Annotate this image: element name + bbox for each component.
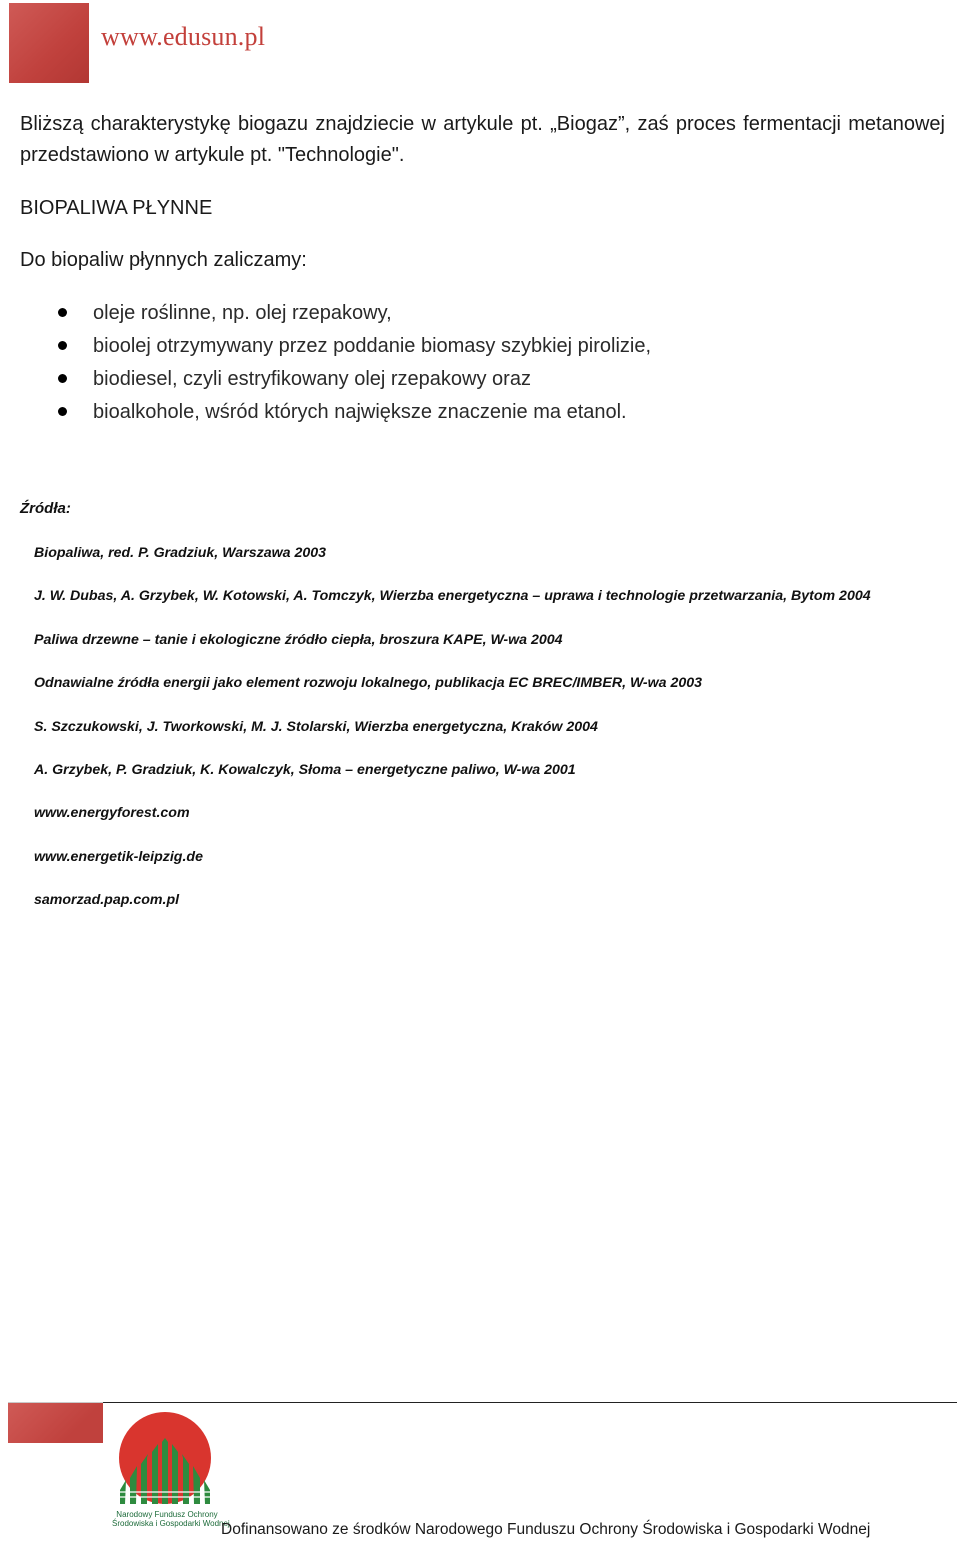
bullet-icon — [58, 407, 67, 416]
list-item-text: oleje roślinne, np. olej rzepakowy, — [93, 302, 392, 324]
header-accent-block — [9, 3, 89, 83]
list-item — [0, 298, 960, 331]
list-item — [0, 397, 960, 430]
section-title: BIOPALIWA PŁYNNE — [20, 197, 213, 219]
list-item-text: bioalkohole, wśród których największe znaczenie ma etanol. — [93, 401, 627, 423]
bullet-icon — [58, 308, 67, 317]
sources-heading: Źródła: — [20, 500, 71, 517]
source-item: J. W. Dubas, A. Grzybek, W. Kotowski, A. Tomczyk, Wierzba energetyczna – uprawa i technologie przetwarzania, Bytom 2004 — [34, 588, 871, 605]
source-item: A. Grzybek, P. Gradziuk, K. Kowalczyk, Słoma – energetyczne paliwo, W-wa 2001 — [34, 761, 576, 778]
nfosigw-logo — [112, 1408, 218, 1506]
source-link[interactable]: www.energyforest.com — [34, 805, 190, 822]
source-item: Biopaliwa, red. P. Gradziuk, Warszawa 2003 — [34, 545, 327, 561]
source-item: Odnawialne źródła energii jako element rozwoju lokalnego, publikacja EC BREC/IMBER, W-wa 2003 — [34, 675, 703, 692]
sources-list — [34, 543, 871, 934]
list-item — [0, 331, 960, 364]
footer-accent-block — [8, 1403, 103, 1443]
bullet-icon — [58, 374, 67, 383]
site-title[interactable]: www.edusun.pl — [101, 22, 266, 51]
list-lead: Do biopaliw płynnych zaliczamy: — [20, 249, 307, 271]
source-item: S. Szczukowski, J. Tworkowski, M. J. Stolarski, Wierzba energetyczna, Kraków 2004 — [34, 718, 598, 735]
source-link[interactable]: samorzad.pap.com.pl — [34, 892, 180, 909]
source-item: Paliwa drzewne – tanie i ekologiczne źródło ciepła, broszura KAPE, W-wa 2004 — [34, 631, 563, 648]
footer-divider — [103, 1402, 957, 1403]
intro-paragraph: Bliższą charakterystykę biogazu znajdziecie w artykule pt. „Biogaz”, zaś proces fermentacji metanowej przedstawiono w artykule pt. "Technologie". — [20, 113, 945, 166]
bullet-icon — [58, 341, 67, 350]
biofuel-list — [0, 298, 960, 430]
source-link[interactable]: www.energetik-leipzig.de — [34, 848, 203, 865]
list-item-text: biodiesel, czyli estryfikowany olej rzepakowy oraz — [93, 368, 531, 390]
logo-caption: Środowiska i Gospodarki Wodnej — [112, 1519, 230, 1528]
footer-funding-note: Dofinansowano ze środków Narodowego Funduszu Ochrony Środowiska i Gospodarki Wodnej — [221, 1521, 871, 1538]
list-item-text: bioolej otrzymywany przez poddanie biomasy szybkiej pirolizie, — [93, 335, 652, 357]
logo-caption: Narodowy Fundusz Ochrony — [116, 1510, 218, 1519]
list-item — [0, 364, 960, 397]
